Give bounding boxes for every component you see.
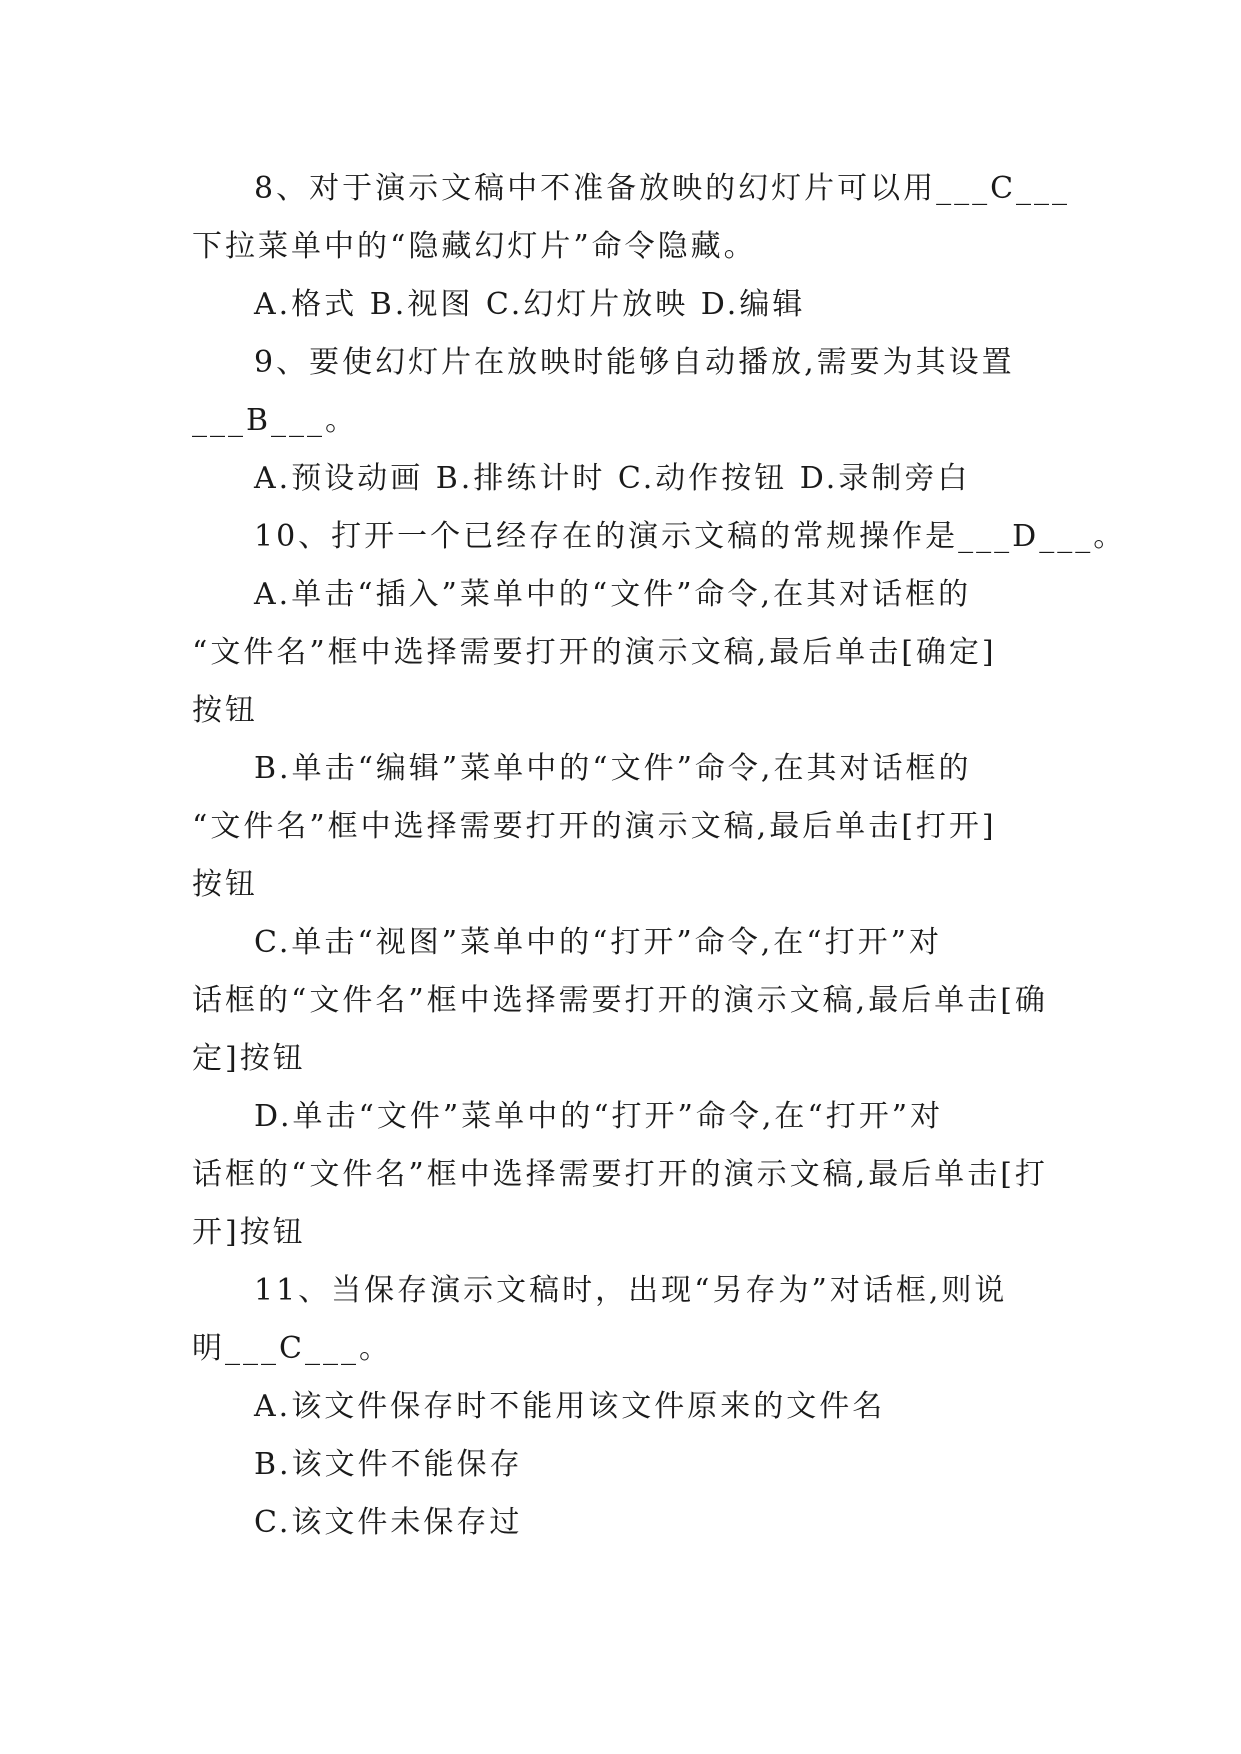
q10-option-d-line1: D.单击“文件”菜单中的“打开”命令,在“打开”对 <box>254 1099 944 1134</box>
q11-option-a: A.该文件保存时不能用该文件原来的文件名 <box>254 1389 886 1424</box>
q11-option-b: B.该文件不能保存 <box>254 1447 523 1482</box>
q10-stem: 10、打开一个已经存在的演示文稿的常规操作是___D___。 <box>254 519 1127 554</box>
q8-stem-line1: 8、对于演示文稿中不准备放映的幻灯片可以用___C___ <box>254 171 1071 206</box>
q10-option-a-line2: “文件名”框中选择需要打开的演示文稿,最后单击[确定] <box>192 635 997 670</box>
q10-option-d-line2: 话框的“文件名”框中选择需要打开的演示文稿,最后单击[打 <box>192 1157 1048 1192</box>
q10-option-b-line2: “文件名”框中选择需要打开的演示文稿,最后单击[打开] <box>192 809 997 844</box>
q10-option-a-line1: A.单击“插入”菜单中的“文件”命令,在其对话框的 <box>254 577 972 612</box>
q10-option-c-line1: C.单击“视图”菜单中的“打开”命令,在“打开”对 <box>254 925 942 960</box>
q10-option-c-line3: 定]按钮 <box>192 1041 306 1076</box>
q10-option-d-line3: 开]按钮 <box>192 1215 306 1250</box>
q9-stem-line2: ___B___。 <box>192 403 359 438</box>
q8-stem-line2: 下拉菜单中的“隐藏幻灯片”命令隐藏。 <box>192 229 757 264</box>
q11-stem-line2: 明___C___。 <box>192 1331 392 1366</box>
q11-stem-line1: 11、当保存演示文稿时，出现“另存为”对话框,则说 <box>254 1273 1008 1308</box>
q8-options: A.格式 B.视图 C.幻灯片放映 D.编辑 <box>254 287 806 322</box>
q10-option-b-line1: B.单击“编辑”菜单中的“文件”命令,在其对话框的 <box>254 751 972 786</box>
q11-option-c: C.该文件未保存过 <box>254 1505 523 1540</box>
q10-option-c-line2: 话框的“文件名”框中选择需要打开的演示文稿,最后单击[确 <box>192 983 1048 1018</box>
q10-option-a-line3: 按钮 <box>192 693 258 728</box>
q10-option-b-line3: 按钮 <box>192 867 258 902</box>
q9-stem-line1: 9、要使幻灯片在放映时能够自动播放,需要为其设置 <box>254 345 1015 380</box>
document-body <box>192 160 1127 1552</box>
q9-options: A.预设动画 B.排练计时 C.动作按钮 D.录制旁白 <box>254 461 971 496</box>
